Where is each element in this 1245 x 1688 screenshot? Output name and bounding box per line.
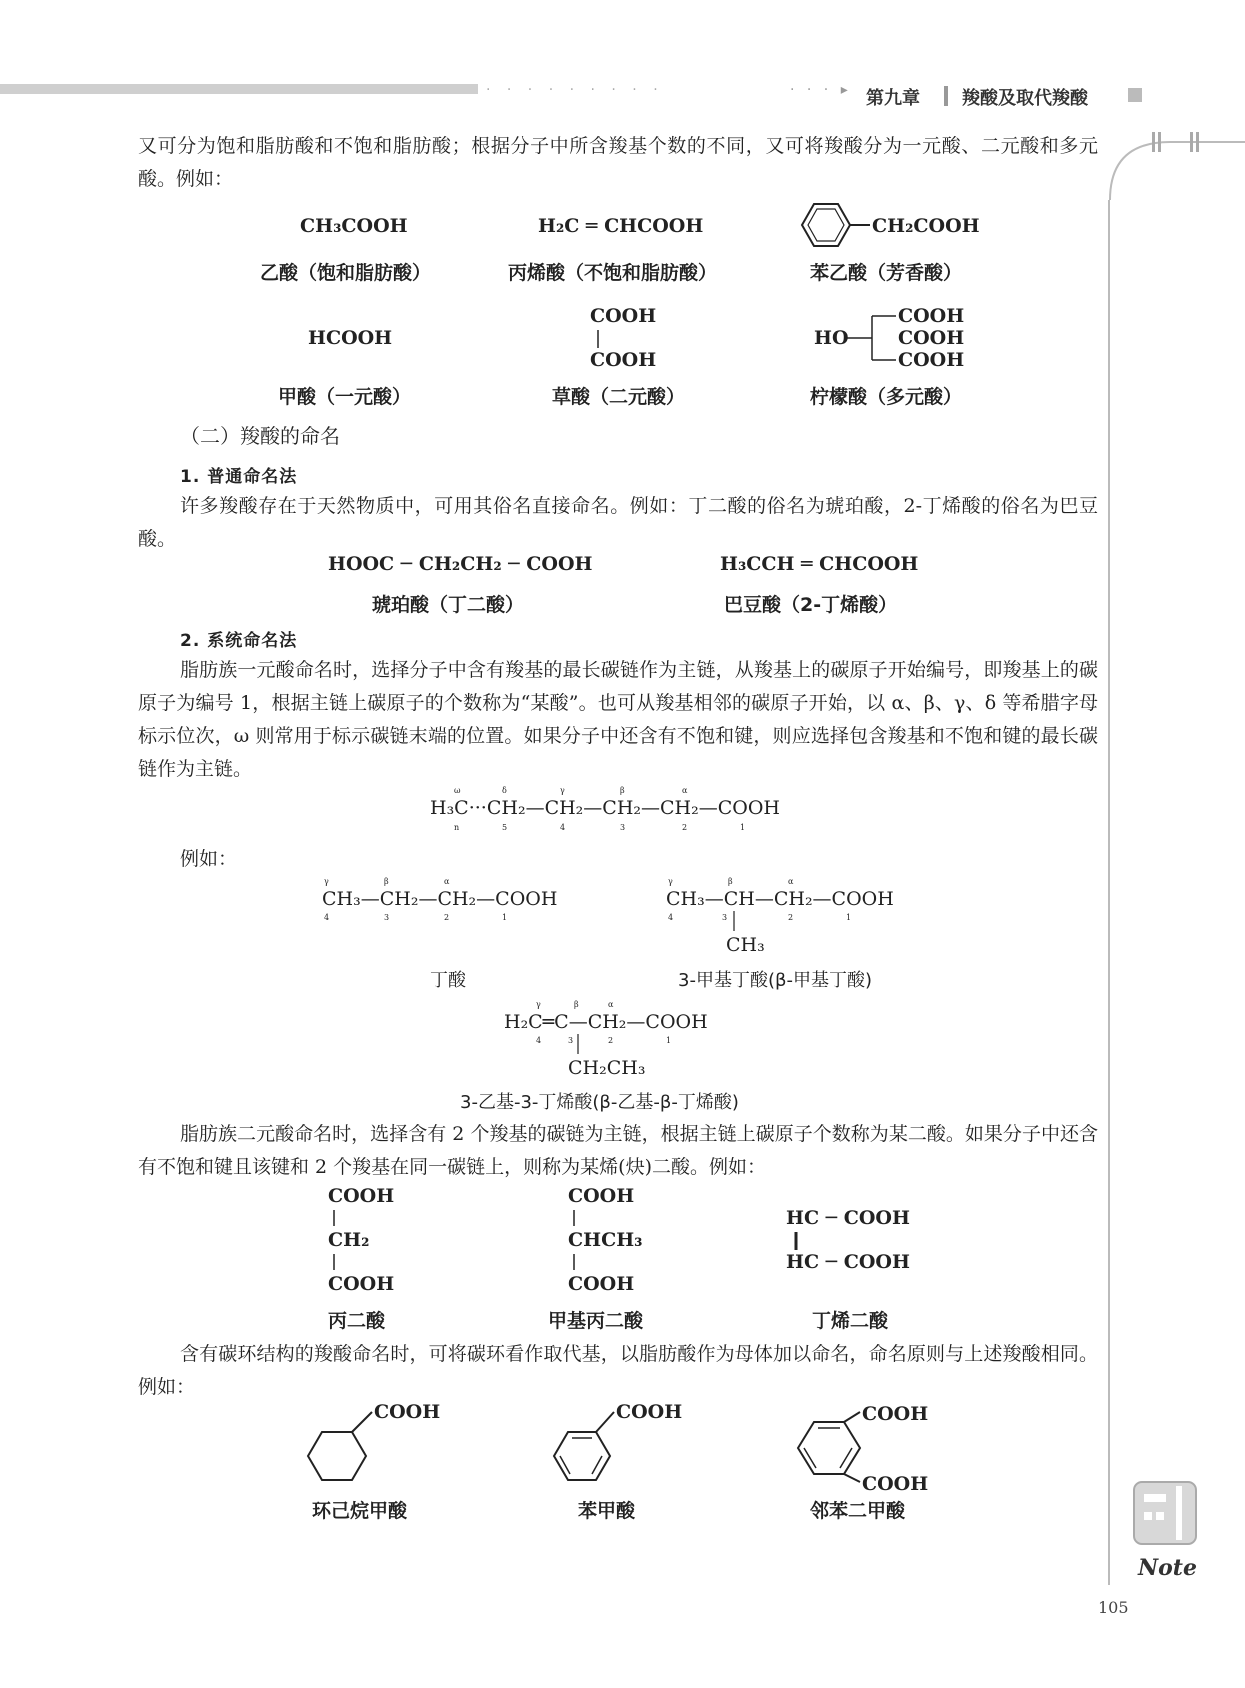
ethylbutenoic-acid-formula [500,998,760,1078]
heading-common-naming: 1. 普通命名法 [180,467,298,487]
svg-text:COOH: COOH [898,349,965,371]
svg-text:1: 1 [846,913,852,922]
svg-text:α: α [682,786,688,795]
svg-text:4: 4 [668,913,674,922]
phthalic-acid-formula [790,1398,970,1498]
acetic-acid-formula [290,210,430,240]
svg-text:γ: γ [668,877,673,886]
svg-text:COOH: COOH [568,1273,635,1295]
page-number: 105 [1098,1598,1129,1617]
phenylacetic-text: CH₂COOH [872,215,980,237]
svg-text:COOH: COOH [374,1401,441,1423]
methylmalonic-acid-formula [558,1180,678,1300]
svg-text:γ: γ [536,1000,541,1009]
paragraph-5: 含有碳环结构的羧酸命名时，可将碳环看作取代基，以脂肪酸作为母体加以命名，命名原则与上述羧酸相同。例如： [138,1343,1098,1398]
butenedioic-acid-formula [780,1200,930,1280]
svg-text:β: β [620,786,625,795]
svg-text:4: 4 [536,1036,542,1045]
header-dots-left: · · · · · · · · · [486,82,664,98]
svg-text:CH₃—CH—CH₂—COOH: CH₃—CH—CH₂—COOH [666,888,894,910]
acetic-text: CH₃COOH [300,215,408,237]
svg-text:H₃CCH ═ CHCOOH: H₃CCH ═ CHCOOH [720,553,919,575]
svg-text:1: 1 [666,1036,672,1045]
benzoic-acid-formula [548,1398,708,1498]
svg-text:H₃C···CH₂—CH₂—CH₂—CH₂—COOH: H₃C···CH₂—CH₂—CH₂—CH₂—COOH [430,797,780,819]
caption-crotonic: 巴豆酸（2-丁烯酸） [724,594,898,616]
caption-methylmalonic: 甲基丙二酸 [548,1310,644,1332]
svg-text:COOH: COOH [898,305,965,327]
oxalic-acid-formula [580,300,700,380]
header-square-icon [1128,88,1142,102]
svg-text:α: α [444,877,450,886]
formic-text: HCOOH [308,327,393,349]
note-label: Note [1138,1555,1197,1581]
svg-text:α: α [788,877,794,886]
svg-text:α: α [608,1000,614,1009]
svg-text:COOH: COOH [898,327,965,349]
caption-butanoic: 丁酸 [430,970,466,991]
svg-text:3: 3 [568,1036,574,1045]
caption-benzoic: 苯甲酸 [578,1500,636,1522]
header-bar [0,84,478,94]
caption-oxalic: 草酸（二元酸） [552,386,686,408]
svg-text:HC ─ COOH: HC ─ COOH [786,1251,910,1273]
svg-text:γ: γ [560,786,565,795]
example-label: 例如： [180,848,238,870]
svg-text:COOH: COOH [862,1473,929,1495]
svg-text:2: 2 [608,1036,614,1045]
svg-text:CH₂CH₃: CH₂CH₃ [568,1057,646,1078]
caption-acrylic: 丙烯酸（不饱和脂肪酸） [508,262,718,284]
svg-text:δ: δ [502,786,507,795]
svg-text:3: 3 [722,913,728,922]
svg-text:COOH: COOH [590,305,657,327]
caption-methylbutanoic: 3-甲基丁酸(β-甲基丁酸) [678,970,872,991]
svg-text:β: β [728,877,733,886]
crotonic-acid-formula [710,548,930,578]
svg-text:HO: HO [814,327,849,349]
citric-acid-formula [810,300,990,380]
paragraph-1: 又可分为饱和脂肪酸和不饱和脂肪酸；根据分子中所含羧基个数的不同，又可将羧酸分为一元酸、二元酸和多元酸。例如： [138,135,1098,190]
header-chapter: 第九章 [866,88,920,109]
svg-text:CHCH₃: CHCH₃ [568,1229,643,1251]
svg-text:1: 1 [740,823,746,832]
caption-malonic: 丙二酸 [328,1310,386,1332]
caption-phenylacetic: 苯乙酸（芳香酸） [810,262,963,284]
butanoic-acid-formula [318,875,578,923]
note-book-icon [1130,1478,1200,1548]
svg-text:γ: γ [324,877,329,886]
paragraph-3: 脂肪族一元酸命名时，选择分子中含有羧基的最长碳链作为主链，从羧基上的碳原子开始编号，即羧基上的碳原子为编号 1，根据主链上碳原子的个数称为“某酸”。也可从羧基相邻的碳原子开始，以 α、β、γ、δ 等希腊字母标示位次，ω 则常用于标示碳链末端的位置。如果分子中还含有不饱和键，则应选择包含羧基和不饱和键的最长碳链作为主链。 [138,659,1098,780]
margin-curve [1100,130,1245,210]
caption-ethylbutenoic: 3-乙基-3-丁烯酸(β-乙基-β-丁烯酸) [460,1092,739,1113]
svg-text:1: 1 [502,913,508,922]
acrylic-text: H₂C ═ CHCOOH [538,215,704,237]
caption-citric: 柠檬酸（多元酸） [810,386,963,408]
margin-line [1108,200,1110,1585]
svg-text:β: β [384,877,389,886]
svg-text:COOH: COOH [328,1273,395,1295]
caption-cyclohexane: 环己烷甲酸 [312,1500,408,1522]
svg-text:2: 2 [682,823,688,832]
heading-systematic-naming: 2. 系统命名法 [180,631,298,651]
svg-text:H₂C═C—CH₂—COOH: H₂C═C—CH₂—COOH [504,1011,708,1033]
paragraph-2: 许多羧酸存在于天然物质中，可用其俗名直接命名。例如：丁二酸的俗名为琥珀酸，2-丁烯酸的俗名为巴豆酸。 [138,495,1098,550]
caption-formic: 甲酸（一元酸） [278,386,412,408]
svg-text:COOH: COOH [862,1403,929,1425]
numbering-chain-formula [420,785,840,835]
svg-text:n: n [454,823,460,832]
svg-text:HOOC ─ CH₂CH₂ ─ COOH: HOOC ─ CH₂CH₂ ─ COOH [328,553,593,575]
svg-text:ω: ω [454,786,461,795]
caption-succinic: 琥珀酸（丁二酸） [372,594,525,616]
svg-text:HC ─ COOH: HC ─ COOH [786,1207,910,1229]
caption-phthalic: 邻苯二甲酸 [810,1500,906,1522]
svg-text:COOH: COOH [616,1401,683,1423]
cyclohexanecarboxylic-acid-formula [300,1398,460,1498]
caption-butenedioic: 丁烯二酸 [812,1310,889,1332]
svg-text:COOH: COOH [568,1185,635,1207]
svg-text:2: 2 [788,913,794,922]
svg-text:4: 4 [560,823,566,832]
paragraph-4: 脂肪族二元酸命名时，选择含有 2 个羧基的碳链为主链，根据主链上碳原子个数称为某二酸。如果分子中还含有不饱和键且该键和 2 个羧基在同一碳链上，则称为某烯(炔)二酸。例如： [138,1123,1098,1178]
header-dots-right: · · · ▸ [790,82,852,98]
acrylic-acid-formula [528,210,728,240]
svg-text:β: β [574,1000,579,1009]
header-title: 羧酸及取代羧酸 [962,88,1088,109]
svg-text:3: 3 [384,913,390,922]
svg-text:CH₂: CH₂ [328,1229,370,1251]
header-separator [944,86,948,106]
methylbutanoic-acid-formula [662,875,922,955]
phenylacetic-acid-formula [792,195,1012,255]
svg-text:COOH: COOH [328,1185,395,1207]
caption-acetic: 乙酸（饱和脂肪酸） [260,262,432,284]
svg-text:2: 2 [444,913,450,922]
succinic-acid-formula [318,548,598,578]
svg-text:COOH: COOH [590,349,657,371]
malonic-acid-formula [318,1180,438,1300]
svg-text:CH₃: CH₃ [726,934,765,955]
svg-text:5: 5 [502,823,508,832]
svg-text:4: 4 [324,913,330,922]
formic-acid-formula [298,322,418,352]
section-heading-naming: （二）羧酸的命名 [180,424,340,448]
svg-text:3: 3 [620,823,626,832]
svg-text:CH₃—CH₂—CH₂—COOH: CH₃—CH₂—CH₂—COOH [322,888,558,910]
